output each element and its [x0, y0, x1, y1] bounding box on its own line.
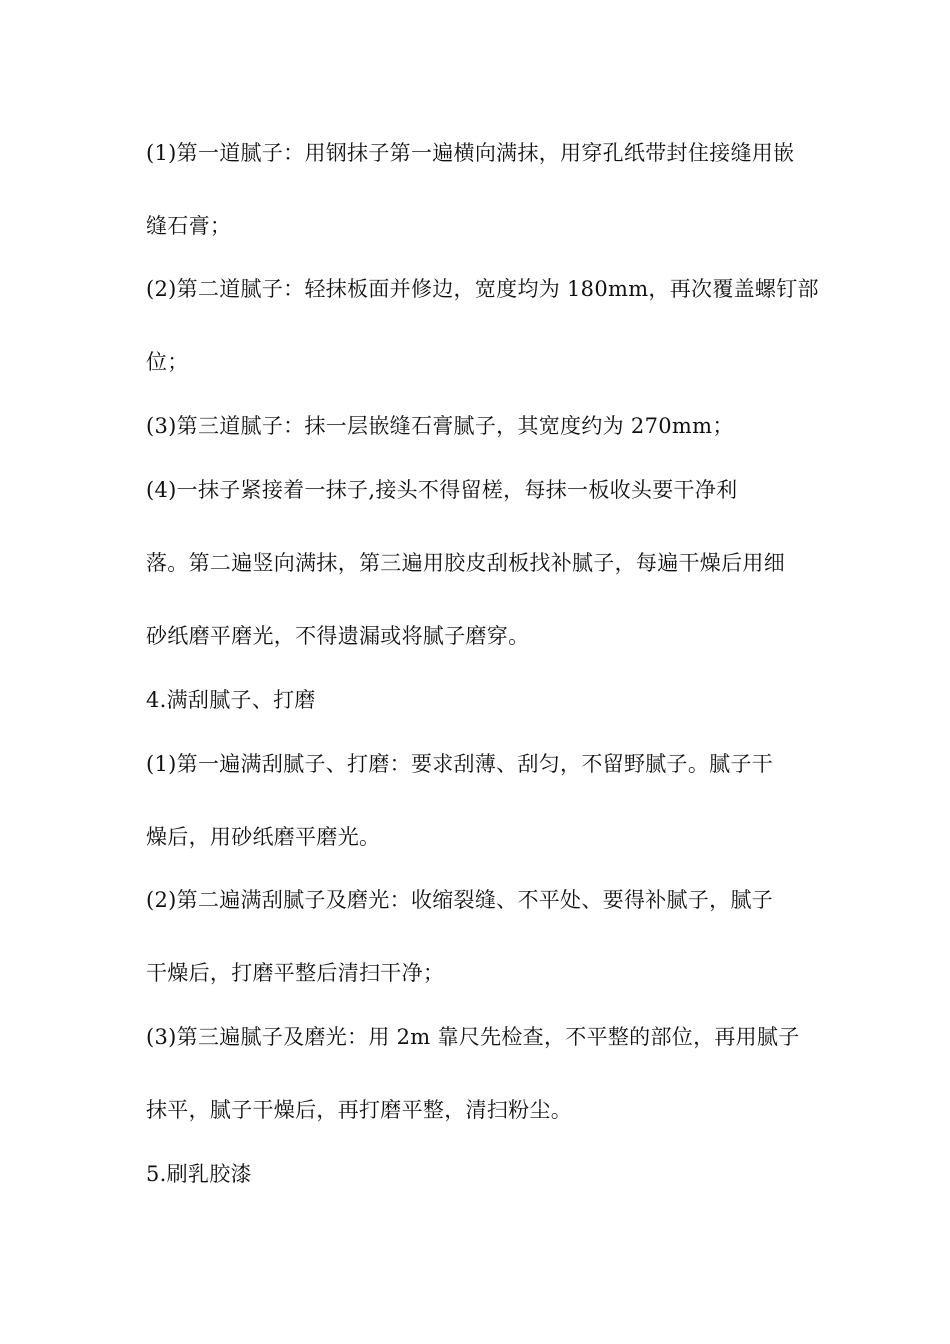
sanding-step-1-line-1: (1)第一遍满刮腻子、打磨：要求刮薄、刮匀，不留野腻子。腻子干: [146, 752, 774, 776]
step-4-technique-line-2: 落。第二遍竖向满抹，第三遍用胶皮刮板找补腻子，每遍干燥后用细: [146, 551, 785, 575]
step-1-first-putty-line-2: 缝石膏；: [146, 214, 232, 238]
sanding-step-1-line-2: 燥后，用砂纸磨平磨光。: [146, 825, 381, 849]
sanding-step-2-line-1: (2)第二遍满刮腻子及磨光：收缩裂缝、不平处、要得补腻子，腻子: [146, 888, 774, 912]
step-2-second-putty-line-1: (2)第二道腻子：轻抹板面并修边，宽度均为 180mm，再次覆盖螺钉部: [146, 277, 819, 301]
step-4-technique-line-3: 砂纸磨平磨光，不得遗漏或将腻子磨穿。: [146, 624, 530, 648]
step-3-third-putty-line: (3)第三道腻子：抹一层嵌缝石膏腻子，其宽度约为 270mm；: [146, 414, 734, 438]
sanding-step-3-line-1: (3)第三遍腻子及磨光：用 2m 靠尺先检查，不平整的部位，再用腻子: [146, 1025, 800, 1049]
sanding-step-3-line-2: 抹平，腻子干燥后，再打磨平整，清扫粉尘。: [146, 1098, 572, 1122]
section-heading-putty-sanding: 4.满刮腻子、打磨: [146, 688, 316, 712]
step-2-second-putty-line-2: 位；: [146, 350, 189, 374]
sanding-step-2-line-2: 干燥后，打磨平整后清扫干净；: [146, 961, 445, 985]
step-4-technique-line-1: (4)一抹子紧接着一抹子,接头不得留槎，每抹一板收头要干净利: [146, 478, 738, 502]
section-heading-latex-paint: 5.刷乳胶漆: [146, 1162, 252, 1186]
step-1-first-putty-line-1: (1)第一道腻子：用钢抹子第一遍横向满抹，用穿孔纸带封住接缝用嵌: [146, 141, 795, 165]
